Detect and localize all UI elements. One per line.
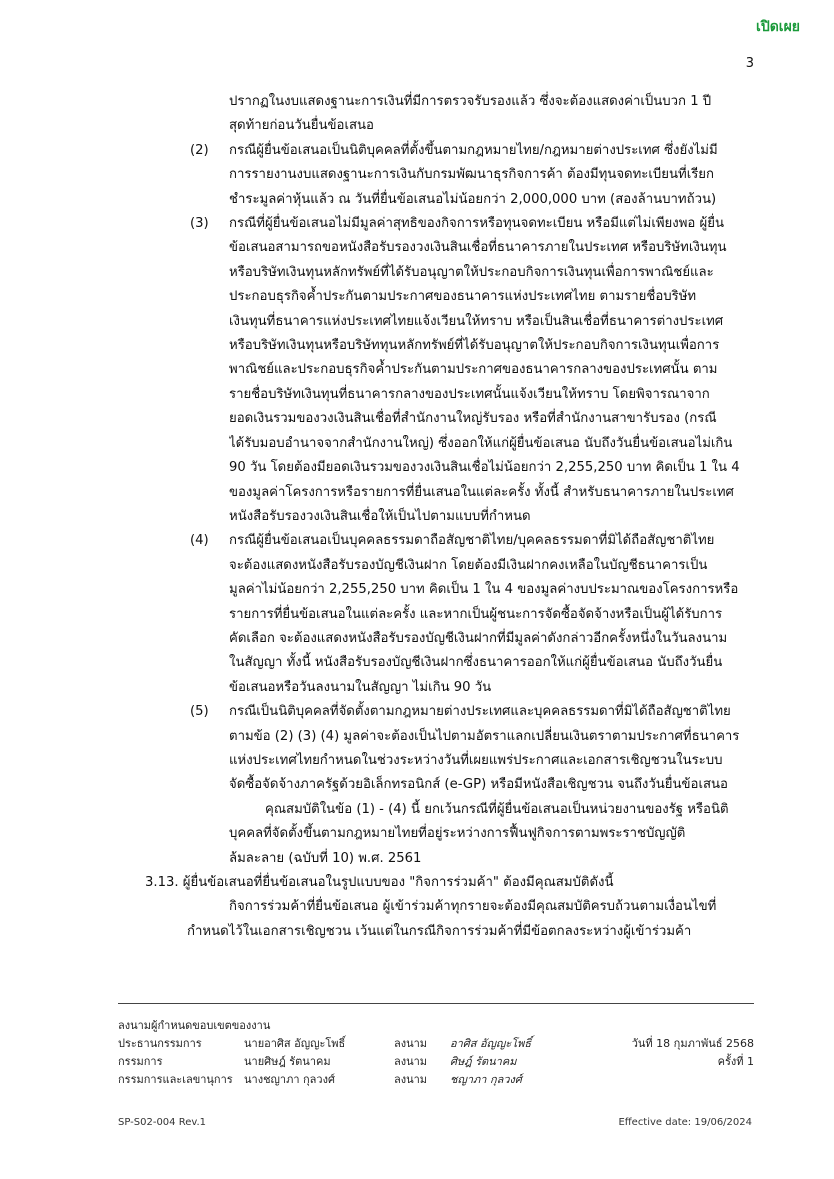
clause-line: ในสัญญา ทั้งนี้ หนังสือรับรองบัญชีเงินฝากซึ่งธนาคารออกให้แก่ผู้ยื่นข้อเสนอ นับถึงวันยื่น (229, 655, 723, 671)
clause-line: ยอดเงินรวมของวงเงินสินเชื่อที่สำนักงานใหญ่รับรอง หรือที่สำนักงานสาขารับรอง (กรณี (229, 411, 717, 427)
note-line: คุณสมบัติในข้อ (1) - (4) นี้ ยกเว้นกรณีที่ผู้ยื่นข้อเสนอเป็นหน่วยงานของรัฐ หรือนิติ (265, 801, 729, 817)
sign-label: ลงนาม (394, 1055, 428, 1068)
clause-line: ชำระมูลค่าหุ้นแล้ว ณ วันที่ยื่นข้อเสนอไม่น้อยกว่า 2,000,000 บาท (สองล้านบาทถ้วน) (229, 191, 717, 207)
note-line: บุคคลที่จัดตั้งขึ้นตามกฎหมายไทยที่อยู่ระหว่างการฟื้นฟูกิจการตามพระราชบัญญัติ (229, 826, 686, 842)
clause-line: ข้อเสนอหรือวันลงนามในสัญญา ไม่เกิน 90 วัน (229, 679, 492, 695)
signer-role: ประธานกรรมการ (118, 1037, 202, 1050)
section-3-13-line: กิจการร่วมค้าที่ยื่นข้อเสนอ ผู้เข้าร่วมค้าทุกรายจะต้องมีคุณสมบัติครบถ้วนตามเงื่อนไขที่ (229, 899, 717, 915)
clause-number: (3) (190, 216, 209, 232)
clause-line: หนังสือรับรองวงเงินสินเชื่อให้เป็นไปตามแบบที่กำหนด (229, 508, 531, 524)
signature: อาศิส อัญญะโพธิ์ (450, 1037, 532, 1050)
signature-block (118, 1017, 754, 1089)
signer-role: กรรมการ (118, 1055, 163, 1068)
clause-line: ตามข้อ (2) (3) (4) มูลค่าจะต้องเป็นไปตามอัตราแลกเปลี่ยนเงินตราตามประกาศที่ธนาคาร (229, 728, 740, 744)
clause-line: รายการที่ยื่นข้อเสนอในแต่ละครั้ง และหากเป็นผู้ชนะการจัดซื้อจัดจ้างหรือเป็นผู้ได้รับการ (229, 606, 723, 622)
clause-line: ข้อเสนอสามารถขอหนังสือรับรองวงเงินสินเชื่อที่ธนาคารภายในประเทศ หรือบริษัทเงินทุน (229, 240, 727, 256)
signer-name: นายศิษฎ์ รัตนาคม (244, 1055, 331, 1068)
effective-date: Effective date: 19/06/2024 (618, 1117, 752, 1128)
clause-line: กรณีผู้ยื่นข้อเสนอเป็นบุคคลธรรมดาถือสัญชาติไทย/บุคคลธรรมดาที่มิได้ถือสัญชาติไทย (229, 533, 715, 549)
clause-line: 90 วัน โดยต้องมียอดเงินรวมของวงเงินสินเชื่อไม่น้อยกว่า 2,255,250 บาท คิดเป็น 1 ใน 4 (229, 460, 740, 476)
clause-4 (190, 529, 754, 700)
signature-row (118, 1053, 754, 1071)
clause-line: หรือบริษัทเงินทุนหรือบริษัททุนหลักทรัพย์ที่ได้รับอนุญาตให้ประกอบกิจการเงินทุนเพื่อการ (229, 338, 720, 354)
clause-line: ประกอบธุรกิจค้ำประกันตามประกาศของธนาคารแห่งประเทศไทย ตามรายชื่อบริษัท (229, 289, 697, 305)
signature: ชญาภา กุลวงศ์ (450, 1073, 522, 1086)
clause-line: พาณิชย์และประกอบธุรกิจค้ำประกันตามประกาศของธนาคารกลางของประเทศนั้น ตาม (229, 362, 718, 378)
clause-line: กรณีที่ผู้ยื่นข้อเสนอไม่มีมูลค่าสุทธิของกิจการหรือทุนจดทะเบียน หรือมีแต่ไม่เพียงพอ ผู้ยื่น (229, 216, 724, 232)
page-number: 3 (745, 56, 754, 71)
revision-count: ครั้งที่ 1 (717, 1055, 754, 1068)
signature: ศิษฎ์ รัตนาคม (450, 1055, 517, 1068)
signature-date: วันที่ 18 กุมภาพันธ์ 2568 (631, 1037, 754, 1050)
intro-paragraph (229, 90, 754, 139)
intro-line: ปรากฏในงบแสดงฐานะการเงินที่มีการตรวจรับรองแล้ว ซึ่งจะต้องแสดงค่าเป็นบวก 1 ปี (229, 94, 712, 109)
footer-divider (118, 1003, 754, 1004)
clause-line: ได้รับมอบอำนาจจากสำนักงานใหญ่) ซึ่งออกให้แก่ผู้ยื่นข้อเสนอ นับถึงวันยื่นข้อเสนอไม่เกิน (229, 435, 733, 451)
clause-line: หรือบริษัทเงินทุนหลักทรัพย์ที่ได้รับอนุญาตให้ประกอบกิจการเงินทุนเพื่อการพาณิชย์และ (229, 264, 714, 280)
clause-number: (5) (190, 704, 209, 720)
signature-title: ลงนามผู้กำหนดขอบเขตของงาน (118, 1019, 271, 1032)
classification-badge: เปิดเผย (756, 19, 800, 35)
clause-number: (4) (190, 533, 209, 549)
clause-line: การรายงานงบแสดงฐานะการเงินกับกรมพัฒนาธุรกิจการค้า ต้องมีทุนจดทะเบียนที่เรียก (229, 167, 715, 183)
document-body (0, 90, 834, 944)
clause-line: แห่งประเทศไทยกำหนดในช่วงระหว่างวันที่เผยแพร่ประกาศและเอกสารเชิญชวนในระบบ (229, 752, 723, 768)
clause-line: กรณีผู้ยื่นข้อเสนอเป็นนิติบุคคลที่ตั้งขึ้นตามกฎหมายไทย/กฎหมายต่างประเทศ ซึ่งยังไม่มี (229, 142, 718, 158)
clause-2 (190, 139, 754, 212)
clause-line: จะต้องแสดงหนังสือรับรองบัญชีเงินฝาก โดยต้องมีเงินฝากคงเหลือในบัญชีธนาคารเป็น (229, 557, 708, 573)
section-3-13-heading: 3.13. ผู้ยื่นข้อเสนอที่ยื่นข้อเสนอในรูปแบบของ "กิจการร่วมค้า" ต้องมีคุณสมบัติดังนี้ (145, 875, 614, 890)
clause-line: จัดซื้อจัดจ้างภาครัฐด้วยอิเล็กทรอนิกส์ (e-GP) หรือมีหนังสือเชิญชวน จนถึงวันยื่นข้อเสนอ (229, 777, 728, 793)
qualification-note-cont (229, 822, 754, 871)
signer-role: กรรมการและเลขานุการ (118, 1073, 233, 1086)
clause-line: มูลค่าไม่น้อยกว่า 2,255,250 บาท คิดเป็น 1 ใน 4 ของมูลค่างบประมาณของโครงการหรือ (229, 582, 739, 598)
document-code: SP-S02-004 Rev.1 (118, 1117, 207, 1128)
qualification-note (229, 798, 754, 822)
signature-row (118, 1035, 754, 1053)
clause-3 (190, 212, 754, 529)
signer-name: นายอาศิส อัญญะโพธิ์ (244, 1037, 346, 1050)
clause-5 (190, 700, 754, 798)
clause-line: คัดเลือก จะต้องแสดงหนังสือรับรองบัญชีเงินฝากที่มีมูลค่าดังกล่าวอีกครั้งหนึ่งในวันลงนาม (229, 630, 728, 646)
clause-line: ของมูลค่าโครงการหรือรายการที่ยื่นเสนอในแต่ละครั้ง ทั้งนี้ สำหรับธนาคารภายในประเทศ (229, 484, 734, 500)
signature-row (118, 1071, 754, 1089)
note-line: ล้มละลาย (ฉบับที่ 10) พ.ศ. 2561 (229, 850, 422, 866)
clause-number: (2) (190, 142, 209, 158)
section-3-13-line: กำหนดไว้ในเอกสารเชิญชวน เว้นแต่ในกรณีกิจการร่วมค้าที่มีข้อตกลงระหว่างผู้เข้าร่วมค้า (187, 923, 692, 939)
sign-label: ลงนาม (394, 1073, 428, 1086)
clause-line: เงินทุนที่ธนาคารแห่งประเทศไทยแจ้งเวียนให้ทราบ หรือเป็นสินเชื่อที่ธนาคารต่างประเทศ (229, 313, 724, 329)
sign-label: ลงนาม (394, 1037, 428, 1050)
signer-name: นางชญาภา กุลวงศ์ (244, 1073, 335, 1086)
clause-line: รายชื่อบริษัทเงินทุนที่ธนาคารกลางของประเทศนั้นแจ้งเวียนให้ทราบ โดยพิจารณาจาก (229, 386, 710, 402)
intro-line: สุดท้ายก่อนวันยื่นข้อเสนอ (229, 118, 374, 134)
clause-line: กรณีเป็นนิติบุคคลที่จัดตั้งตามกฎหมายต่างประเทศและบุคคลธรรมดาที่มิได้ถือสัญชาติไทย (229, 704, 731, 720)
